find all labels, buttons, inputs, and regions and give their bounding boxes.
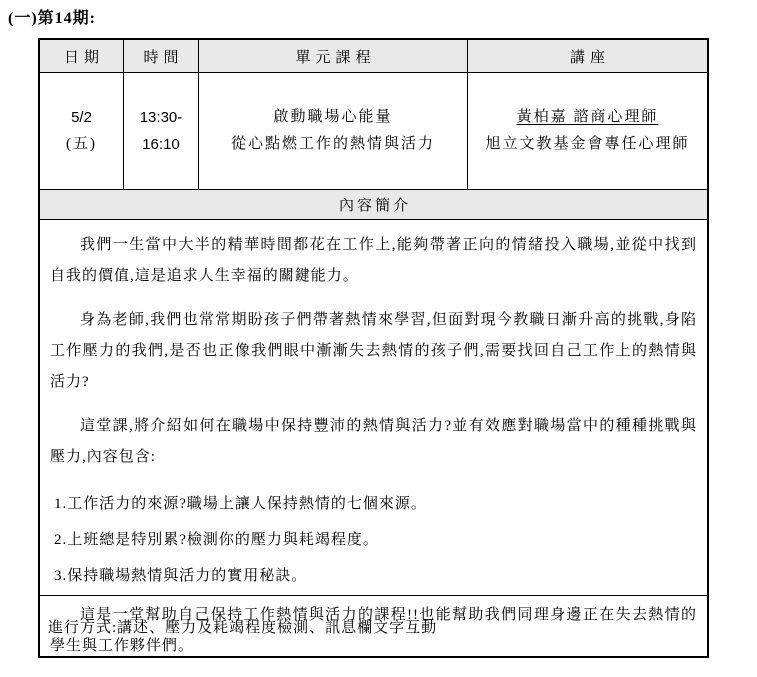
lecturer-name: 黃柏嘉 諮商心理師 [516, 109, 659, 125]
header-date: 日期 [40, 40, 124, 73]
session-time-cell [124, 73, 199, 190]
intro-paragraph-4: 這是一堂幫助自己保持工作熱情與活力的課程!!也能幫助我們同理身邊正在失去熱情的學生與工作夥伴們。 [50, 607, 697, 654]
session-time-start: 13:30- [139, 109, 183, 126]
session-date: 5/2 [71, 109, 92, 126]
intro-paragraph-3: 這堂課,將介紹如何在職場中保持豐沛的熱情與活力?並有效應對職場當中的種種挑戰與壓力,內容包含: [50, 418, 697, 465]
intro-paragraph-2: 身為老師,我們也常常期盼孩子們帶著熱情來學習,但面對現今教職日漸升高的挑戰,身陷工作壓力的我們,是否也正像我們眼中漸漸失去熱情的孩子們,需要找回自己工作上的熱情與活力? [50, 312, 697, 390]
session-row [40, 73, 707, 190]
list-item: 1.工作活力的來源?職場上讓人保持熱情的七個來源。 [54, 496, 427, 512]
header-lecturer: 講座 [468, 40, 707, 73]
intro-paragraph-1: 我們一生當中大半的精華時間都花在工作上,能夠帶著正向的情緒投入職場,並從中找到自我的價值,這是追求人生幸福的關鍵能力。 [50, 237, 697, 284]
lecturer-affiliation: 旭立文教基金會專任心理師 [485, 136, 690, 152]
session-date-cell [40, 73, 124, 190]
table-header-row [40, 40, 707, 73]
session-time-end: 16:10 [142, 136, 180, 153]
course-title-line1: 啟動職場心能量 [273, 109, 393, 125]
course-table [38, 38, 709, 658]
section-header-intro: 內容簡介 [40, 190, 707, 220]
list-item: 2.上班總是特別累?檢測你的壓力與耗竭程度。 [54, 532, 379, 548]
header-time: 時間 [124, 40, 199, 73]
intro-list [54, 486, 697, 594]
session-lecturer-cell [468, 73, 707, 190]
page-title: (一)第14期: [8, 10, 96, 27]
course-title-line2: 從心點燃工作的熱情與活力 [230, 136, 435, 152]
header-course: 單元課程 [199, 40, 468, 73]
session-weekday: (五) [66, 136, 97, 152]
method-row: 進行方式:講述、壓力及耗竭程度檢測、訊息欄文字互動 [48, 619, 438, 636]
list-item: 3.保持職場熱情與活力的實用秘訣。 [54, 568, 308, 584]
session-course-cell [199, 73, 468, 190]
